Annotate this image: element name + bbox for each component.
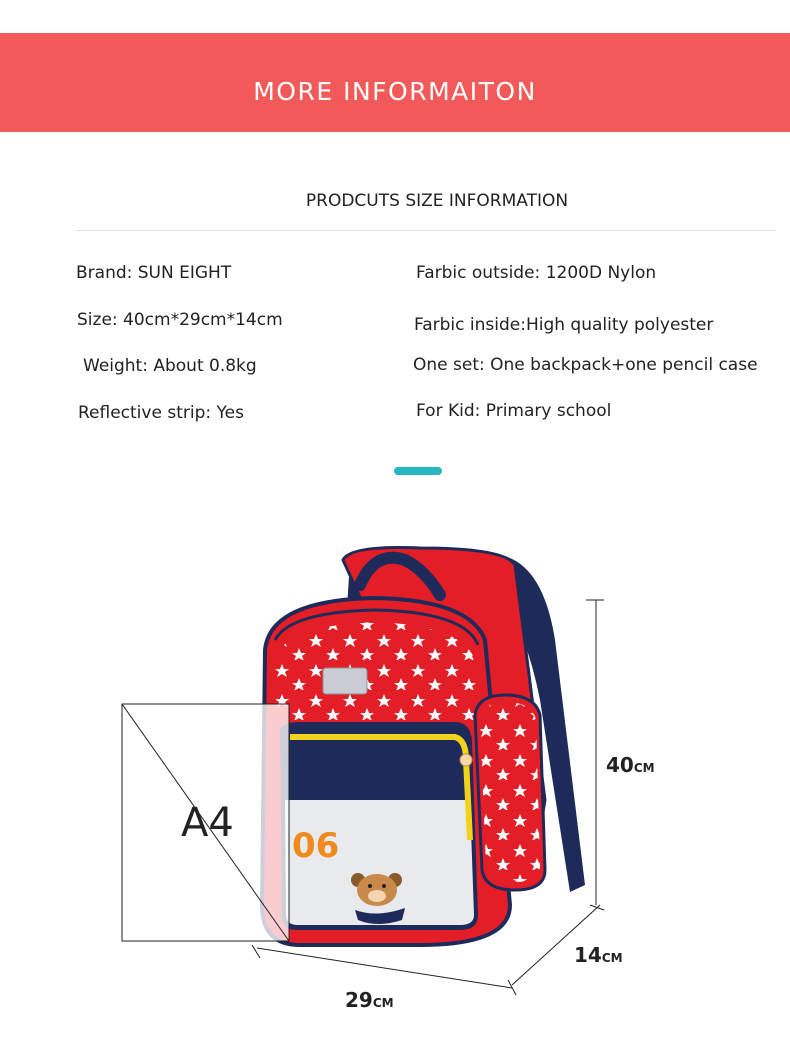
section-title: PRODCUTS SIZE INFORMATION xyxy=(305,191,569,211)
header-banner xyxy=(0,33,790,132)
width-dimension-label: 29CM xyxy=(345,988,394,1012)
spec-reflective: Reflective strip: Yes xyxy=(78,403,244,423)
product-illustration xyxy=(0,480,790,1048)
front-pocket xyxy=(280,722,478,930)
spec-for-kid: For Kid: Primary school xyxy=(416,401,612,421)
spec-size: Size: 40cm*29cm*14cm xyxy=(77,310,283,330)
spec-one-set: One set: One backpack+one pencil case xyxy=(413,355,758,375)
header-title: MORE INFORMAITON xyxy=(253,77,537,106)
height-dimension-label: 40CM xyxy=(606,753,655,777)
a4-sheet xyxy=(122,704,289,941)
section-divider xyxy=(76,230,776,231)
spec-fabric-outside: Farbic outside: 1200D Nylon xyxy=(416,263,657,283)
accent-bar xyxy=(394,467,442,475)
a4-label: A4 xyxy=(181,800,234,846)
spec-brand: Brand: SUN EIGHT xyxy=(76,263,232,283)
patch-number: 06 xyxy=(292,826,340,866)
spec-fabric-inside: Farbic inside:High quality polyester xyxy=(414,315,714,335)
depth-dimension-label: 14CM xyxy=(574,943,623,967)
spec-weight: Weight: About 0.8kg xyxy=(83,356,257,376)
